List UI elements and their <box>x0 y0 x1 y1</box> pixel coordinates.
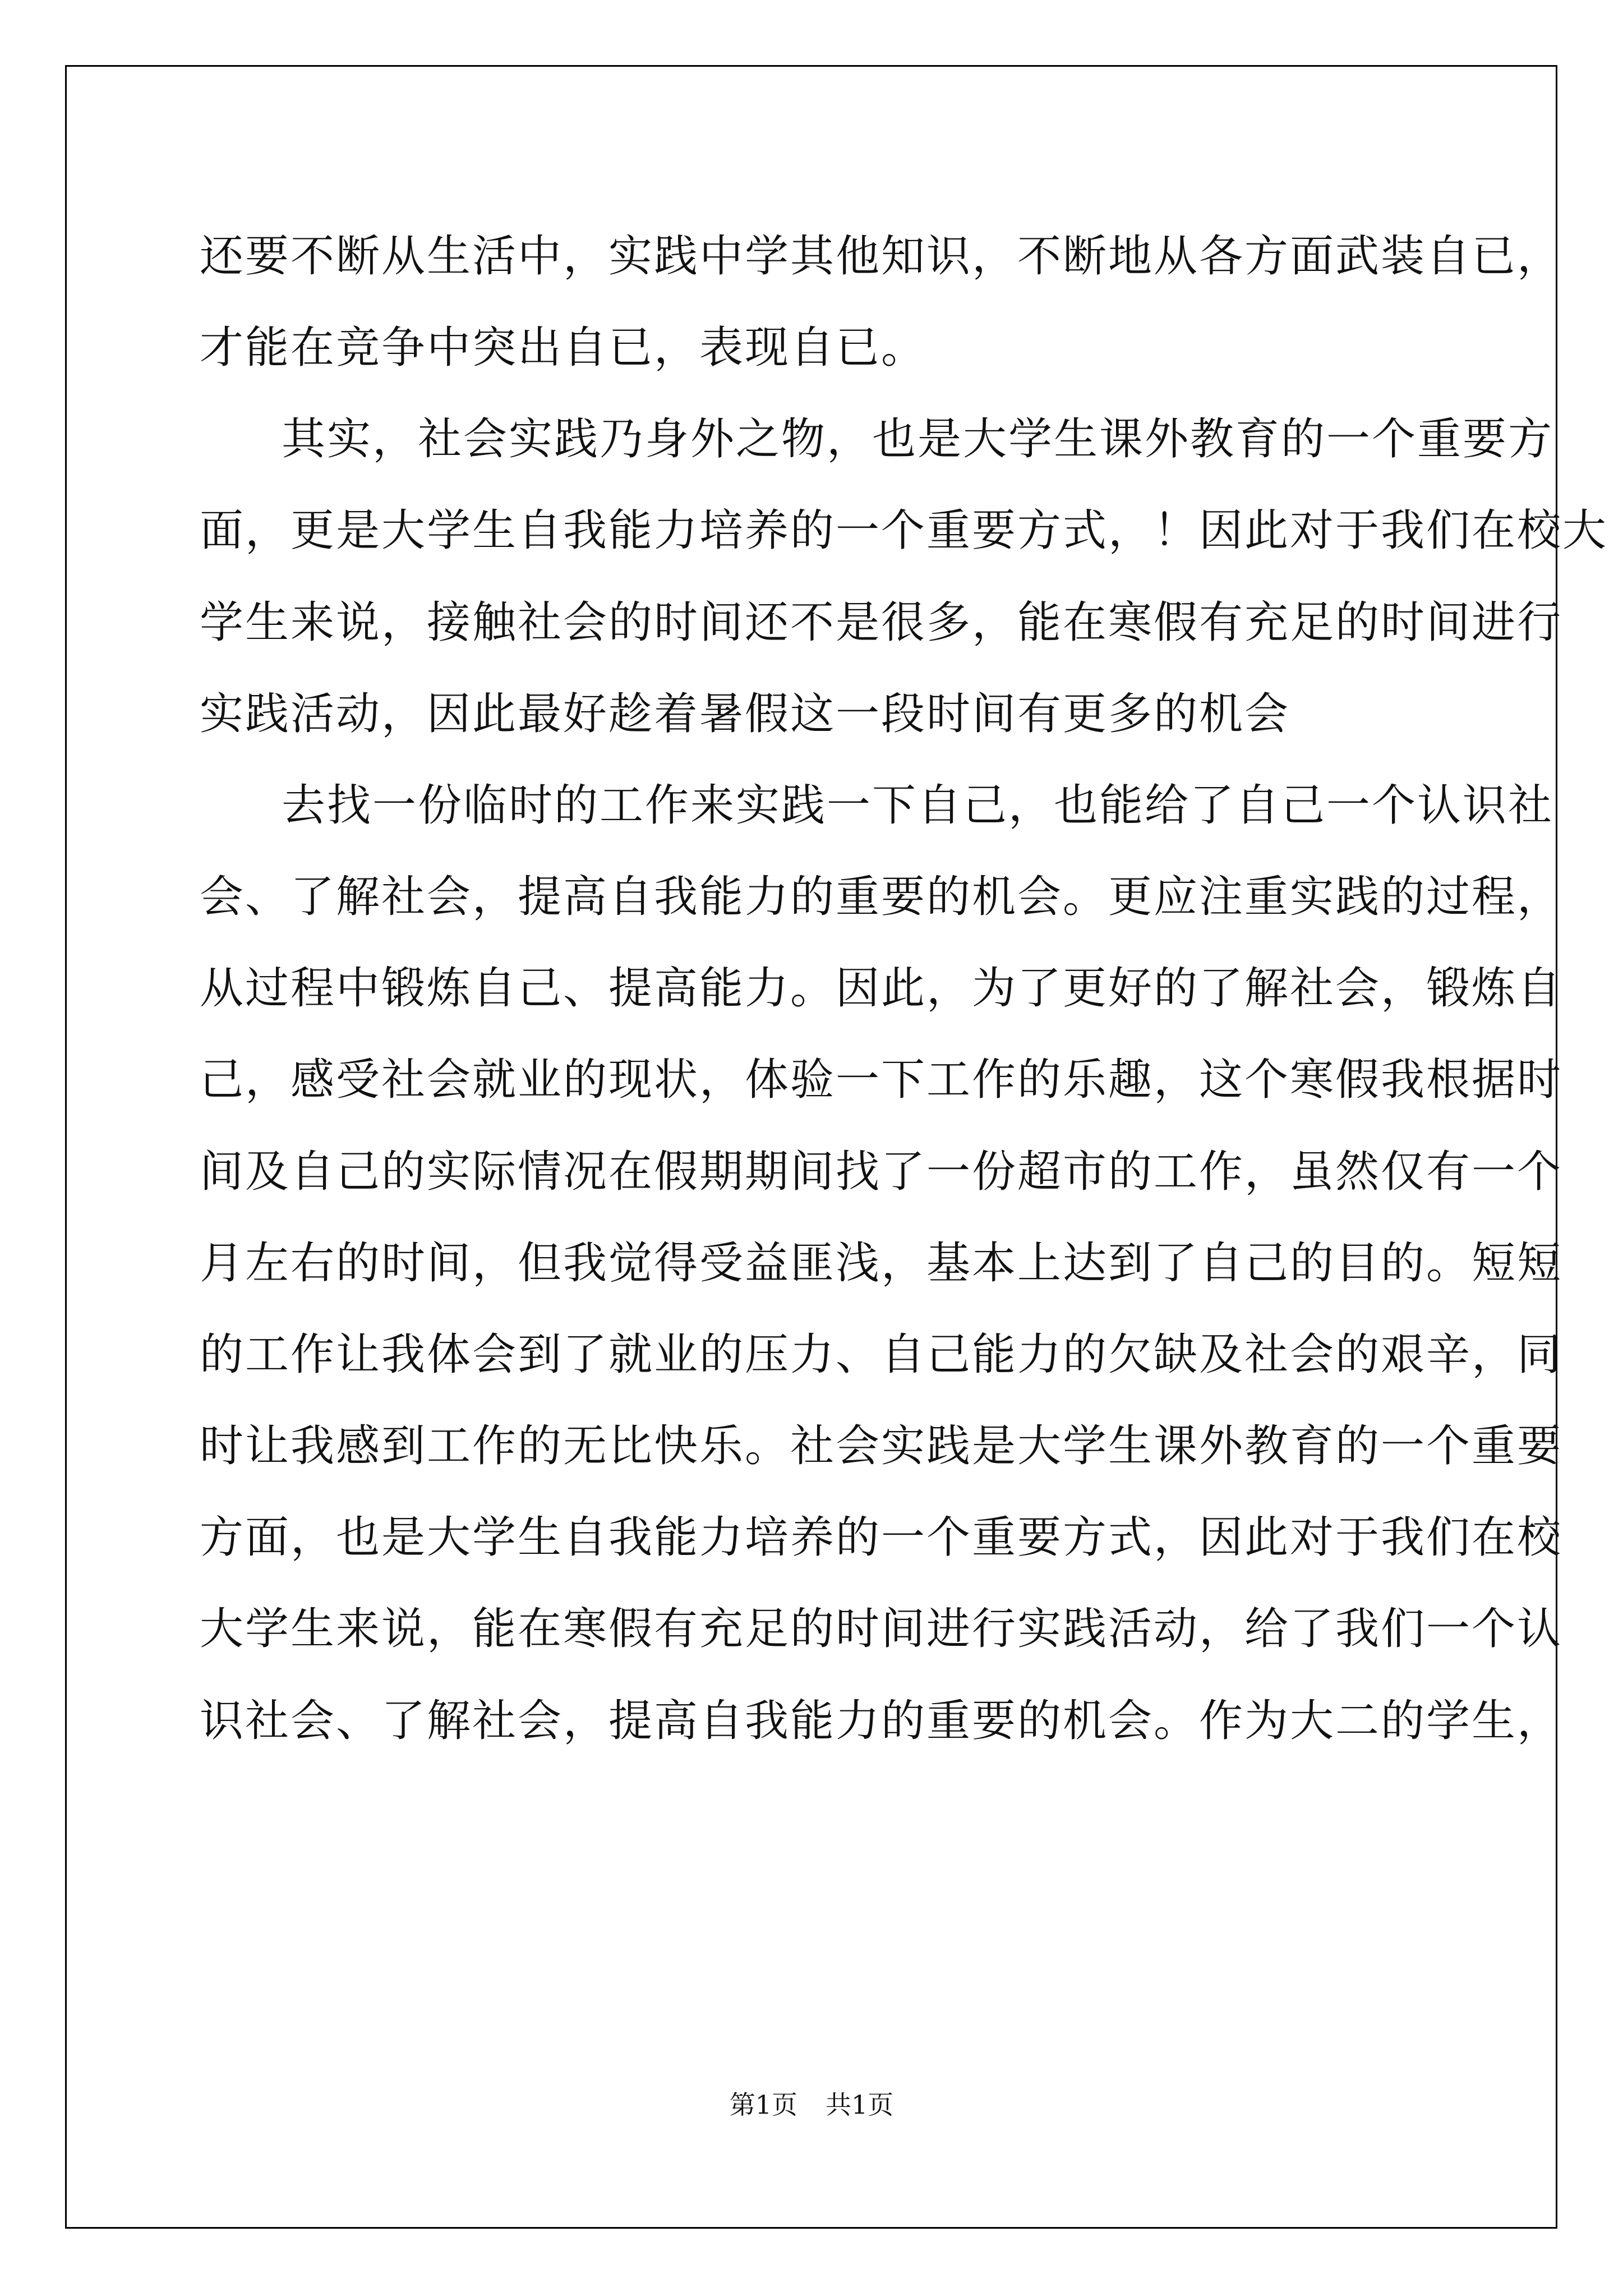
text-line: 识社会、了解社会，提高自我能力的重要的机会。作为大二的学生， <box>200 1696 1563 1746</box>
text-line: 从过程中锻炼自己、提高能力。因此，为了更好的了解社会，锻炼自 <box>200 963 1563 1014</box>
text-line: 才能在竞争中突出自已，表现自已。 <box>200 323 927 373</box>
text-line: 的工作让我体会到了就业的压力、自己能力的欠缺及社会的艰辛，同 <box>200 1329 1563 1380</box>
text-line: 间及自己的实际情况在假期期间找了一份超市的工作，虽然仅有一个 <box>200 1147 1563 1197</box>
page-number: 第1页 <box>729 2090 797 2120</box>
paragraph-start-line: 去找一份临时的工作来实践一下自己，也能给了自己一个认识社 <box>282 780 1554 831</box>
page-total: 共1页 <box>826 2090 894 2120</box>
text-line: 月左右的时间，但我觉得受益匪浅，基本上达到了自己的目的。短短 <box>200 1238 1563 1289</box>
text-line: 大学生来说，能在寒假有充足的时间进行实践活动，给了我们一个认 <box>200 1604 1563 1654</box>
text-line: 会、了解社会，提高自我能力的重要的机会。更应注重实践的过程， <box>200 872 1563 922</box>
text-line: 实践活动，因此最好趁着暑假这一段时间有更多的机会 <box>200 689 1290 739</box>
page-footer <box>0 2085 1623 2122</box>
text-line: 学生来说，接触社会的时间还不是很多，能在寒假有充足的时间进行 <box>200 597 1563 648</box>
text-line: 还要不断从生活中，实践中学其他知识，不断地从各方面武装自已， <box>200 231 1563 282</box>
text-line: 己，感受社会就业的现状，体验一下工作的乐趣，这个寒假我根据时 <box>200 1055 1563 1105</box>
text-line: 面，更是大学生自我能力培养的一个重要方式，！因此对于我们在校大 <box>200 505 1608 556</box>
text-line: 方面，也是大学生自我能力培养的一个重要方式，因此对于我们在校 <box>200 1512 1563 1563</box>
text-line: 时让我感到工作的无比快乐。社会实践是大学生课外教育的一个重要 <box>200 1421 1563 1471</box>
paragraph-start-line: 其实，社会实践乃身外之物，也是大学生课外教育的一个重要方 <box>282 414 1554 464</box>
